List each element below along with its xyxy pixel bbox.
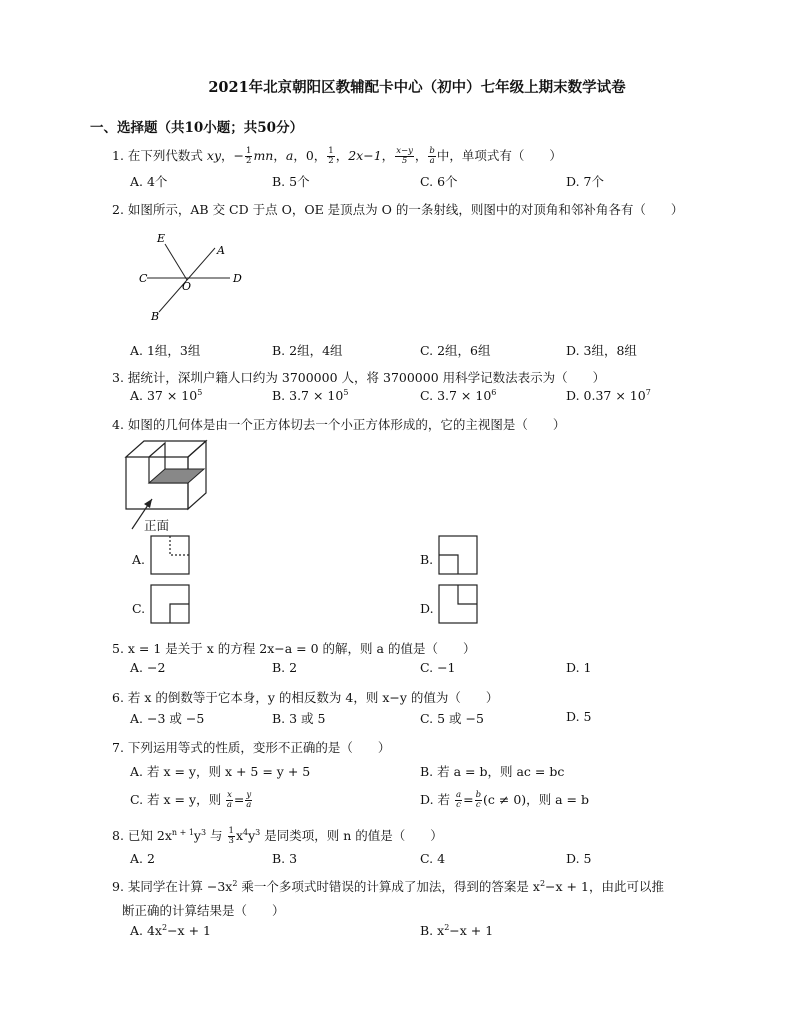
q3-option-d[interactable]: D. $0.37 \times 10^7$ bbox=[566, 388, 651, 404]
question-3-stem: 3. 据统计，深圳户籍人口约为 3700000 人，将 3700000 用科学记数法表示为（ ） bbox=[112, 370, 606, 385]
intersecting-lines-diagram bbox=[135, 228, 255, 324]
question-4-stem: 4. 如图的几何体是由一个正方体切去一个小正方体形成的，它的主视图是（ ） bbox=[112, 417, 566, 432]
q4-option-d-label[interactable]: D. bbox=[420, 601, 434, 616]
question-1-stem: 1. 在下列代数式 xy，− $\frac{1}{2}$ mn，a，0， $\frac{1}{2}$ ，2x−1， $\frac{x-y}{5}$ ， $\frac{b}{a}$ 中，单项式有（ ） bbox=[112, 146, 562, 166]
question-6-stem: 6. 若 x 的倒数等于它本身，y 的相反数为 4，则 x−y 的值为（ ） bbox=[112, 690, 499, 705]
q7-option-c[interactable]: C. 若 x = y，则 $\frac{x}{a}$ = $\frac{y}{a}$ bbox=[130, 790, 252, 810]
q5-option-b[interactable]: B. 2 bbox=[272, 660, 298, 675]
q1-option-d[interactable]: D. 7个 bbox=[566, 174, 604, 189]
label-a: A bbox=[217, 244, 225, 257]
section-heading: 一、选择题（共10小题；共50分） bbox=[90, 120, 304, 136]
q4-option-b-label[interactable]: B. bbox=[420, 552, 434, 567]
q1-option-b[interactable]: B. 5个 bbox=[272, 174, 310, 189]
q8-option-a[interactable]: A. 2 bbox=[130, 851, 155, 866]
q2-option-c[interactable]: C. 2组，6组 bbox=[420, 343, 491, 358]
question-9-stem-line2: 断正确的计算结果是（ ） bbox=[122, 903, 285, 918]
q9-option-b[interactable]: B. $x^2-x + 1$ bbox=[420, 923, 494, 939]
q4-option-a-figure[interactable] bbox=[150, 535, 192, 577]
label-c: C bbox=[139, 272, 148, 285]
q2-option-b[interactable]: B. 2组，4组 bbox=[272, 343, 343, 358]
q1-option-c[interactable]: C. 6个 bbox=[420, 174, 458, 189]
question-9-stem-line1: 9. 某同学在计算 $-3x^2$ 乘一个多项式时错误的计算成了加法，得到的答案是 $x^2-x + 1$，由此可以推 bbox=[112, 878, 664, 894]
q9-option-a[interactable]: A. $4x^2-x + 1$ bbox=[130, 923, 211, 939]
q2-option-d[interactable]: D. 3组，8组 bbox=[566, 343, 637, 358]
page-title: 2021年北京朝阳区教辅配卡中心（初中）七年级上期末数学试卷 bbox=[208, 79, 626, 96]
ray-oe bbox=[165, 244, 187, 280]
question-2-stem: 2. 如图所示，AB 交 CD 于点 O，OE 是顶点为 O 的一条射线，则图中的对顶角和邻补角各有（ ） bbox=[112, 202, 684, 217]
q6-option-a[interactable]: A. −3 或 −5 bbox=[130, 711, 205, 726]
q7-option-b[interactable]: B. 若 a = b，则 ac = bc bbox=[420, 764, 565, 779]
q6-option-d[interactable]: D. 5 bbox=[566, 709, 592, 724]
q6-option-b[interactable]: B. 3 或 5 bbox=[272, 711, 326, 726]
label-e: E bbox=[157, 232, 166, 245]
label-o: O bbox=[182, 280, 192, 293]
q6-option-c[interactable]: C. 5 或 −5 bbox=[420, 711, 484, 726]
q5-option-a[interactable]: A. −2 bbox=[130, 660, 166, 675]
q8-option-c[interactable]: C. 4 bbox=[420, 851, 446, 866]
q8-option-b[interactable]: B. 3 bbox=[272, 851, 298, 866]
q4-option-b-figure[interactable] bbox=[438, 535, 480, 577]
question-8-stem: 8. 已知 $2x^{n + 1}y^3$ 与 $\frac{1}{3}$ $x^4y^3$ 是同类项，则 n 的值是（ ） bbox=[112, 826, 443, 846]
q4-option-d-figure[interactable] bbox=[438, 584, 480, 626]
q4-option-c-label[interactable]: C. bbox=[132, 601, 146, 616]
question-5-stem: 5. x = 1 是关于 x 的方程 2x−a = 0 的解，则 a 的值是（ ） bbox=[112, 641, 476, 656]
q7-option-a[interactable]: A. 若 x = y，则 x + 5 = y + 5 bbox=[130, 764, 311, 779]
q3-option-b[interactable]: B. $3.7 \times 10^5$ bbox=[272, 388, 349, 404]
q8-option-d[interactable]: D. 5 bbox=[566, 851, 592, 866]
q3-option-a[interactable]: A. $37 \times 10^5$ bbox=[130, 388, 203, 404]
label-b: B bbox=[151, 310, 160, 323]
q2-option-a[interactable]: A. 1组，3组 bbox=[130, 343, 201, 358]
q1-option-a[interactable]: A. 4个 bbox=[130, 174, 168, 189]
q7-option-d[interactable]: D. 若 $\frac{a}{c}$ = $\frac{b}{c}$ (c ≠ 0)，则 a = b bbox=[420, 790, 590, 810]
q5-option-c[interactable]: C. −1 bbox=[420, 660, 456, 675]
q4-option-c-figure[interactable] bbox=[150, 584, 192, 626]
front-view-label: 正面 bbox=[144, 518, 170, 533]
q4-option-a-label[interactable]: A. bbox=[132, 552, 146, 567]
question-7-stem: 7. 下列运用等式的性质，变形不正确的是（ ） bbox=[112, 740, 391, 755]
label-d: D bbox=[233, 272, 242, 285]
q5-option-d[interactable]: D. 1 bbox=[566, 660, 592, 675]
q3-option-c[interactable]: C. $3.7 \times 10^6$ bbox=[420, 388, 497, 404]
